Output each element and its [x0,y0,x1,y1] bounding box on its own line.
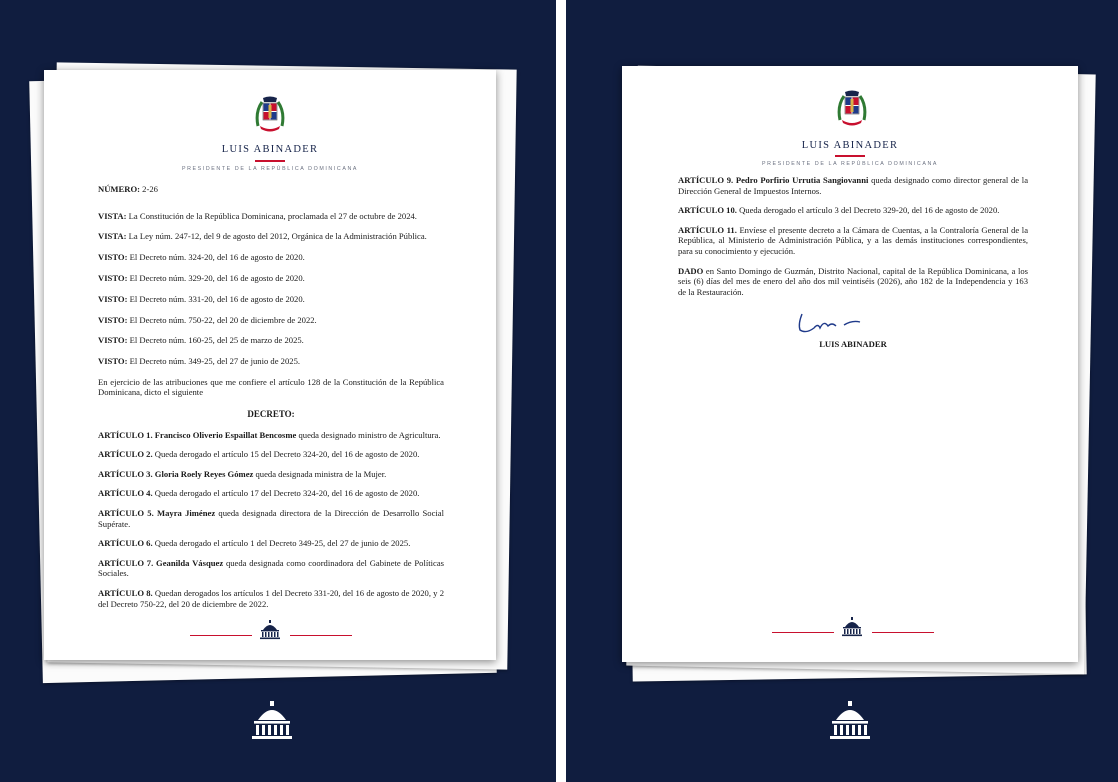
vista-paragraph [98,231,444,242]
article-label: ARTÍCULO 10. [678,205,737,216]
decree-number [98,184,444,195]
vista-paragraph [98,356,444,367]
article-label: ARTÍCULO 5. [98,508,154,518]
article-text: Quedan derogados los artículos 1 del Decreto 331-20, del 16 de agosto de 2020, y 2 del Decreto 750-22, del 20 de diciembre de 2022. [98,587,444,609]
vista-paragraph [98,273,444,284]
vista-text: La Ley núm. 247-12, del 9 de agosto del 2012, Orgánica de la Administración Pública. [128,231,427,242]
article-text: Queda derogado el artículo 3 del Decreto 329-20, del 16 de agosto de 2020. [739,205,1000,216]
vista-paragraph [98,315,444,326]
decree-heading: DECRETO: [247,409,295,420]
number-label: NÚMERO: [98,184,141,194]
page1-body [98,184,444,618]
footer-line-left [190,635,252,636]
number-value: 2-26 [142,184,158,194]
palace-dome-icon [259,620,281,640]
article-paragraph [98,430,444,441]
vista-text: El Decreto núm. 160-25, del 25 de marzo de 2025. [129,335,304,346]
article-label: ARTÍCULO 6. [98,538,153,549]
article-paragraph [98,588,444,609]
footer-line-right [872,632,934,633]
palace-dome-icon [250,700,294,742]
article-text: queda designada como coordinadora del Gabinete de Políticas Sociales. [98,557,445,579]
vista-paragraph [98,252,444,263]
vista-text: El Decreto núm. 331-20, del 16 de agosto de 2020. [129,293,305,304]
brand-name: LUIS ABINADER [221,144,319,155]
brand-subtitle: PRESIDENTE DE LA REPÚBLICA DOMINICANA [761,161,939,167]
articles-list [98,430,444,610]
appointee-name: Geanilda Vásquez [156,557,224,568]
article-label: ARTÍCULO 9. [678,175,734,185]
decree-page-2 [622,66,1078,662]
brand-underline [835,155,865,157]
palace-dome-icon [841,617,863,637]
article-label: ARTÍCULO 4. [98,488,153,499]
coat-of-arms-icon [836,90,868,128]
preamble: En ejercicio de las atribuciones que me confiere el artículo 128 de la Constitución de la República Dominicana, dicto el siguiente [98,376,444,398]
vista-label: VISTO: [98,272,128,283]
article-text: queda designado como director general de la Dirección General de Impuestos Internos. [678,175,1029,196]
vista-paragraph [98,211,444,222]
vista-paragraph [98,294,444,305]
vista-text: El Decreto núm. 349-25, del 27 de junio de 2025. [129,356,301,367]
vista-label: VISTA: [98,231,127,242]
vista-text: El Decreto núm. 329-20, del 16 de agosto de 2020. [129,272,305,283]
appointee-name: Francisco Oliverio Espaillat Bencosme [154,429,297,440]
footer-line-left [772,632,834,633]
dado-paragraph [678,266,1028,298]
brand-subtitle: PRESIDENTE DE LA REPÚBLICA DOMINICANA [181,166,359,172]
dado-label: DADO [678,265,704,276]
dado-text: en Santo Domingo de Guzmán, Distrito Nacional, capital de la República Dominicana, a los seis (6) días del mes de enero del año dos mil veintiséis (2026), año 182 de la Independencia y 163 de la Restauración. [678,265,1028,297]
page2-body [678,175,1028,297]
vista-label: VISTO: [98,314,128,325]
article-paragraph [98,508,444,529]
coat-of-arms-icon [254,96,286,134]
article-label: ARTÍCULO 3. [98,468,153,479]
article-paragraph [678,225,1028,257]
palace-dome-icon [828,700,872,742]
articles-list [678,175,1028,257]
article-paragraph [98,538,444,549]
article-label: ARTÍCULO 11. [678,224,737,235]
article-paragraph [678,175,1028,196]
article-label: ARTÍCULO 7. [98,557,154,568]
brand-name: LUIS ABINADER [801,140,899,151]
signature-mark [794,308,884,336]
vistos-list [98,211,444,367]
article-label: ARTÍCULO 1. [98,429,153,440]
appointee-name: Pedro Porfirio Urrutia Sangiovanni [735,175,869,185]
vista-text: El Decreto núm. 750-22, del 20 de diciembre de 2022. [129,314,317,325]
article-text: Queda derogado el artículo 17 del Decreto 324-20, del 16 de agosto de 2020. [154,488,420,499]
vista-label: VISTO: [98,356,128,367]
vista-label: VISTO: [98,335,128,346]
vista-paragraph [98,335,444,346]
article-label: ARTÍCULO 8. [98,587,153,598]
brand-underline [255,160,285,162]
article-paragraph [98,449,444,460]
article-text: queda designada directora de la Dirección de Desarrollo Social Supérate. [98,508,444,529]
right-panel [566,0,1118,782]
vista-text: La Constitución de la República Dominicana, proclamada el 27 de octubre de 2024. [128,210,417,221]
article-paragraph [678,205,1028,216]
vista-label: VISTA: [98,210,127,221]
article-paragraph [98,558,444,579]
footer-line-right [290,635,352,636]
article-text: queda designado ministro de Agricultura. [298,429,441,440]
article-paragraph [98,469,444,480]
article-text: queda designada ministra de la Mujer. [255,468,387,479]
article-text: Queda derogado el artículo 1 del Decreto 349-25, del 27 de junio de 2025. [154,538,411,549]
vista-label: VISTO: [98,293,128,304]
vista-label: VISTO: [98,252,128,263]
decree-page-1 [44,70,496,660]
appointee-name: Gloria Roely Reyes Gómez [154,468,254,479]
vista-text: El Decreto núm. 324-20, del 16 de agosto de 2020. [129,252,305,263]
article-paragraph [98,488,444,499]
article-text: Queda derogado el artículo 15 del Decreto 324-20, del 16 de agosto de 2020. [154,449,420,460]
article-label: ARTÍCULO 2. [98,449,153,460]
left-panel [0,0,556,782]
article-text: Envíese el presente decreto a la Cámara de Cuentas, a la Contraloría General de la República, al Ministerio de Administración Pública, y a las demás instituciones correspondientes, para su conocimiento y ejecución. [678,224,1029,256]
appointee-name: Mayra Jiménez [157,508,216,518]
signer-name: LUIS ABINADER [819,339,887,349]
